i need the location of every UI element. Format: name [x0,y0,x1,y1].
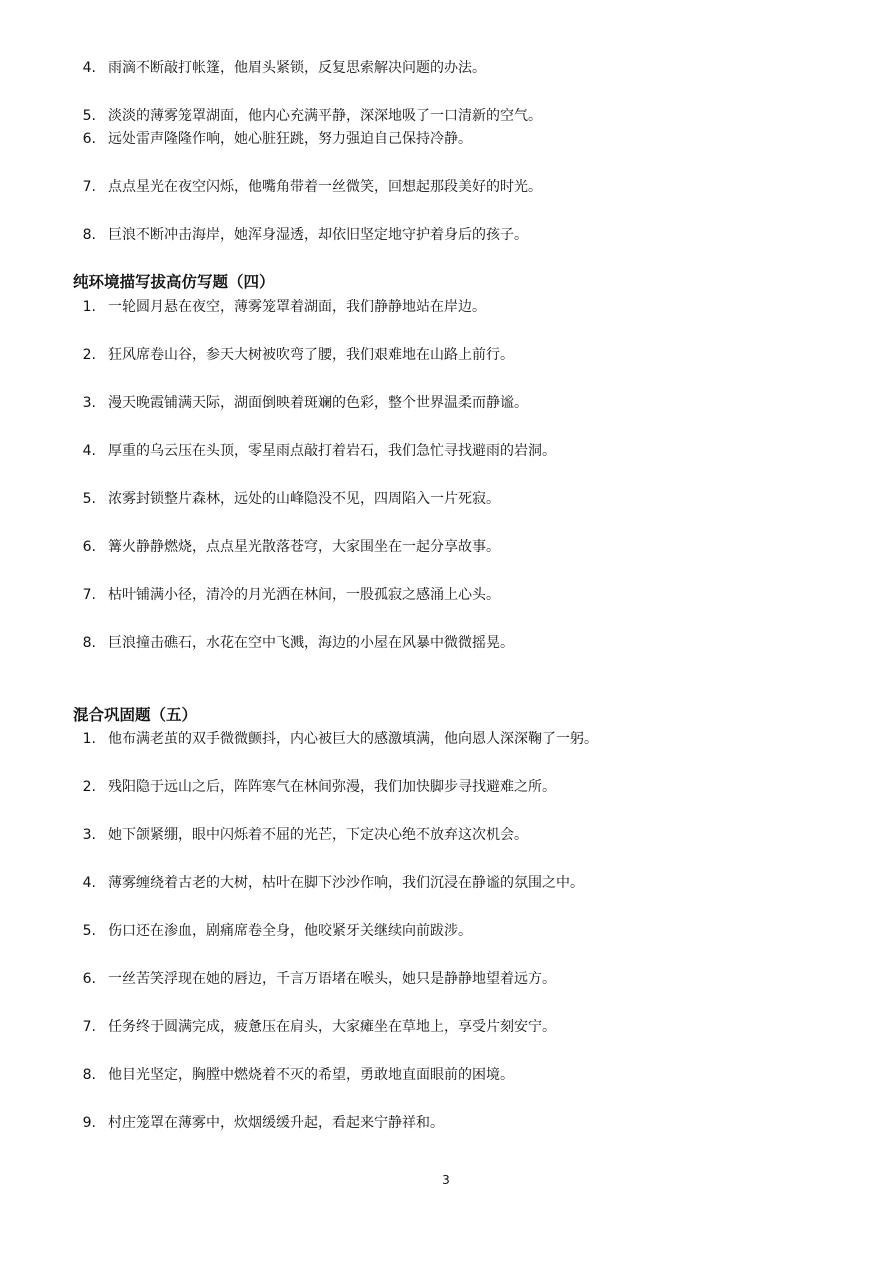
item-text: 薄雾缠绕着古老的大树，枯叶在脚下沙沙作响，我们沉浸在静谧的氛围之中。 [108,875,584,891]
item-text: 狂风席卷山谷，参天大树被吹弯了腰，我们艰难地在山路上前行。 [108,347,514,363]
item-number: 5. [82,108,96,124]
item-text: 伤口还在渗血，剧痛席卷全身，他咬紧牙关继续向前跋涉。 [108,923,472,939]
item-number: 6. [82,131,96,147]
item-number: 6. [82,971,96,987]
item-text: 厚重的乌云压在头顶，零星雨点敲打着岩石，我们急忙寻找避雨的岩洞。 [108,443,556,459]
item-number: 8. [82,1067,96,1083]
item-number: 8. [82,227,96,243]
item-number: 4. [82,443,96,459]
item-text: 巨浪不断冲击海岸，她浑身湿透，却依旧坚定地守护着身后的孩子。 [108,227,528,243]
item-text: 篝火静静燃烧，点点星光散落苍穹，大家围坐在一起分享故事。 [108,539,500,555]
item-text: 他布满老茧的双手微微颤抖，内心被巨大的感激填满，他向恩人深深鞠了一躬。 [108,731,598,747]
item-number: 7. [82,1019,96,1035]
item-text: 她下颌紧绷，眼中闪烁着不屈的光芒，下定决心绝不放弃这次机会。 [108,827,528,843]
item-number: 7. [82,587,96,603]
item-text: 远处雷声隆隆作响，她心脏狂跳，努力强迫自己保持冷静。 [108,131,472,147]
item-number: 7. [82,179,96,195]
item-number: 3. [82,827,96,843]
item-text: 一丝苦笑浮现在她的唇边，千言万语堵在喉头，她只是静静地望着远方。 [108,971,556,987]
item-text: 巨浪撞击礁石，水花在空中飞溅，海边的小屋在风暴中微微摇晃。 [108,635,514,651]
item-text: 残阳隐于远山之后，阵阵寒气在林间弥漫，我们加快脚步寻找避难之所。 [108,779,556,795]
item-number: 9. [82,1115,96,1131]
section-heading: 混合巩固题（五） [73,706,198,724]
section-heading: 纯环境描写拔高仿写题（四） [73,273,275,291]
item-text: 一轮圆月悬在夜空，薄雾笼罩着湖面，我们静静地站在岸边。 [108,299,486,315]
item-number: 5. [82,491,96,507]
item-text: 村庄笼罩在薄雾中，炊烟缓缓升起，看起来宁静祥和。 [108,1115,444,1131]
item-number: 2. [82,779,96,795]
item-text: 雨滴不断敲打帐篷，他眉头紧锁，反复思索解决问题的办法。 [108,60,486,76]
item-text: 枯叶铺满小径，清冷的月光洒在林间，一股孤寂之感涌上心头。 [108,587,500,603]
item-text: 他目光坚定，胸膛中燃烧着不灭的希望，勇敢地直面眼前的困境。 [108,1067,514,1083]
item-number: 4. [82,60,96,76]
item-text: 点点星光在夜空闪烁，他嘴角带着一丝微笑，回想起那段美好的时光。 [108,179,542,195]
item-number: 3. [82,395,96,411]
item-text: 浓雾封锁整片森林，远处的山峰隐没不见，四周陷入一片死寂。 [108,491,500,507]
item-number: 8. [82,635,96,651]
item-number: 6. [82,539,96,555]
item-text: 任务终于圆满完成，疲惫压在肩头，大家瘫坐在草地上，享受片刻安宁。 [108,1019,556,1035]
item-text: 淡淡的薄雾笼罩湖面，他内心充满平静，深深地吸了一口清新的空气。 [108,108,542,124]
item-number: 1. [82,299,96,315]
item-number: 4. [82,875,96,891]
item-number: 2. [82,347,96,363]
item-number: 1. [82,731,96,747]
page-number: 3 [442,1173,450,1187]
item-number: 5. [82,923,96,939]
item-text: 漫天晚霞铺满天际，湖面倒映着斑斓的色彩，整个世界温柔而静谧。 [108,395,528,411]
